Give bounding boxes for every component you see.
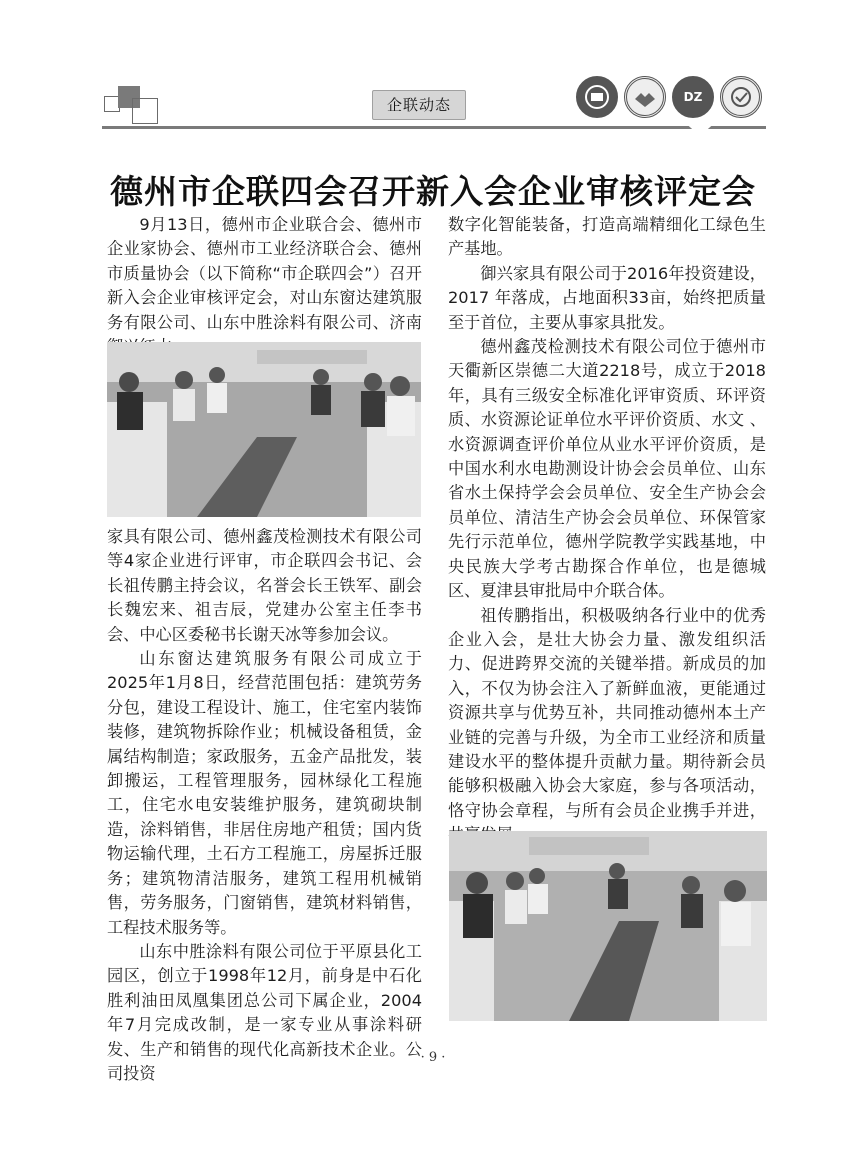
paragraph: 山东窗达建筑服务有限公司成立于2025年1月8日，经营范围包括：建筑劳务分包，建设工程设计、施工，住宅室内装饰装修，建筑物拆除作业；机械设备租赁，金属结构制造；家政服务，五金产品批发，装卸搬运，工程管理服务，园林绿化工程施工，住宅水电安装维护服务，建筑砌块制造，涂料销售，非居住房地产租赁；国内货物运输代理，土石方工程施工，房屋拆迁服务；建筑物清洁服务，建筑工程用机械销售，劳务服务，门窗销售，建筑材料销售，工程技术服务等。 — [107, 649, 422, 937]
paragraph: 德州鑫茂检测技术有限公司位于德州市天衢新区崇德二大道2218号，成立于2018年，具有三级安全标准化评审资质、环评资质、水资源论证单位水平评价资质、水文 、水资源调查评价单位从业水平评价资质，是中国水利水电勘测设计协会会员单位、山东省水土保持学会会员单位、安全生产协会会员单位、清洁生产协会会员单位、环保管家先行示范单位，德州学院教学实践基地，中央民族大学考古勘探合作单位，也是德城区、夏津县审批局中介联合体。 — [448, 337, 766, 601]
meeting-photo-2 — [449, 831, 767, 1021]
paragraph: 家具有限公司、德州鑫茂检测技术有限公司等4家企业进行评审，市企联四会书记、会长祖传鹏主持会议，名誉会长王铁军、副会长魏宏来、祖吉辰，党建办公室主任李书会、中心区委秘书长谢天冰等参加会议。 — [107, 527, 422, 644]
section-label: 企联动态 — [372, 90, 466, 120]
paragraph: 御兴家具有限公司于2016年投资建设，2017 年落成，占地面积33亩，始终把质量至于首位，主要从事家具批发。 — [448, 263, 766, 332]
page-number: · 9 · — [420, 1050, 446, 1065]
meeting-photo-1 — [107, 342, 421, 517]
paragraph: 数字化智能装备，打造高端精细化工绿色生产基地。 — [448, 215, 766, 259]
paragraph: 山东中胜涂料有限公司位于平原县化工园区，创立于1998年12月，前身是中石化胜利油田凤凰集团总公司下属企业，2004年7月完成改制，是一家专业从事涂料研发、生产和销售的现代化高新技术企业。公司投资 — [107, 941, 422, 1083]
association-logo-icon — [576, 76, 618, 118]
dz-logo-icon — [672, 76, 714, 118]
paragraph: 祖传鹏指出，积极吸纳各行业中的优秀企业入会，是壮大协会力量、激发组织活力、促进跨界交流的关键举措。新成员的加入，不仅为协会注入了新鲜血液，更能通过资源共享与优势互补，共同推动德州本土产业链的完善与升级，为全市工业经济和质量建设水平的整体提升贡献力量。期待新会员能够积极融入协会大家庭，参与各项活动，恪守协会章程，与所有会员企业携手并进， — [448, 605, 766, 820]
decoration-square-outline — [132, 98, 158, 124]
right-column — [448, 213, 766, 848]
article-title: 德州市企联四会召开新入会企业审核评定会 — [110, 172, 756, 211]
quality-logo-icon — [720, 76, 762, 118]
left-column-bottom — [107, 525, 422, 1086]
left-column-top — [107, 213, 422, 359]
dz-logo-text: DZ — [683, 90, 703, 104]
handshake-logo-icon — [624, 76, 666, 118]
header-logos — [576, 76, 766, 136]
paragraph: 9月13日，德州市企业联合会、德州市企业家协会、德州市工业经济联合会、德州市质量协会（以下简称“市企联四会”）召开新入会企业审核评定会，对山东窗达建筑服务有限公司、山东中胜涂料有限公司、济南 — [107, 215, 422, 332]
header-decoration — [104, 86, 164, 126]
